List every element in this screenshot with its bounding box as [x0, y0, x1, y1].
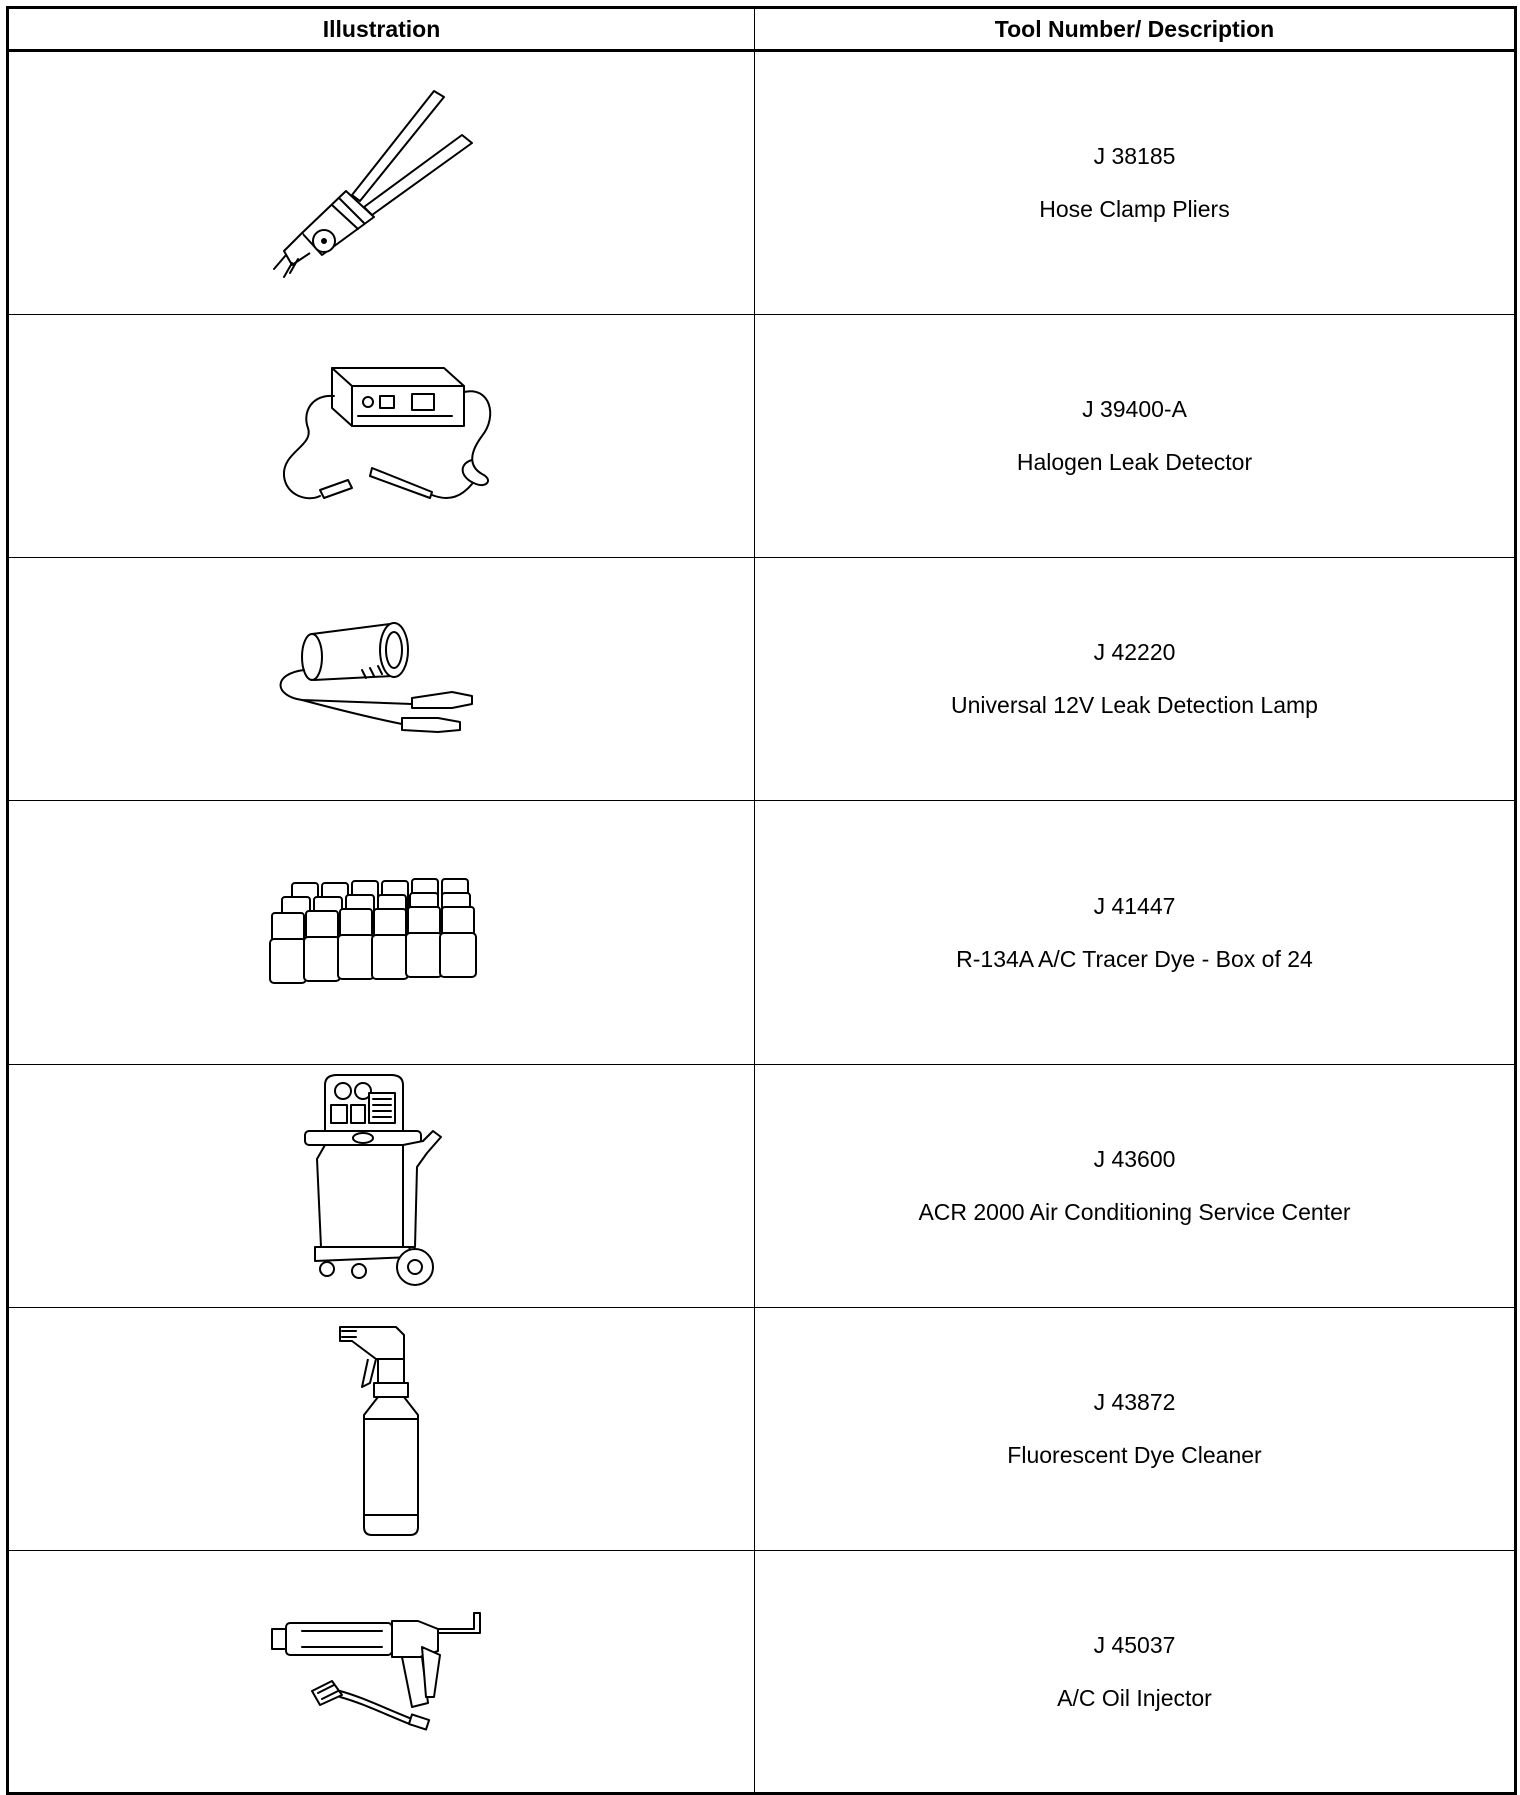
illustration-cell [8, 558, 755, 801]
tool-description-cell [755, 801, 1516, 1065]
tool-table [6, 6, 1517, 1795]
illustration-cell [8, 801, 755, 1065]
tool-description-cell [755, 51, 1516, 315]
header-row [8, 8, 1516, 51]
tool-description: ACR 2000 Air Conditioning Service Center [918, 1199, 1351, 1225]
spray-bottle-icon [322, 1319, 442, 1539]
tool-description: A/C Oil Injector [1057, 1684, 1212, 1711]
tool-number: J 43872 [1093, 1389, 1176, 1415]
tool-description-cell [755, 1065, 1516, 1308]
tool-number: J 43600 [1093, 1146, 1176, 1172]
illustration-header: Illustration [8, 8, 755, 51]
tool-description-header: Tool Number/ Description [755, 8, 1516, 51]
tool-description: Fluorescent Dye Cleaner [1007, 1442, 1262, 1468]
tool-description-cell [755, 315, 1516, 558]
tool-number: J 38185 [1093, 143, 1176, 169]
table-row [8, 1308, 1516, 1551]
tool-description-cell [755, 1551, 1516, 1794]
tool-number: J 42220 [1093, 639, 1176, 665]
tool-description: Hose Clamp Pliers [1039, 196, 1230, 222]
tool-description-cell [755, 558, 1516, 801]
illustration-cell [8, 315, 755, 558]
halogen-leak-detector-icon [262, 356, 502, 516]
oil-injector-icon [262, 1607, 502, 1737]
hose-clamp-pliers-icon [262, 83, 502, 283]
table-row [8, 1065, 1516, 1308]
leak-detection-lamp-icon [262, 614, 502, 744]
illustration-cell [8, 1551, 755, 1794]
tool-number: J 41447 [1093, 892, 1176, 919]
tool-description: Universal 12V Leak Detection Lamp [951, 692, 1318, 718]
tool-number: J 45037 [1093, 1631, 1176, 1658]
illustration-cell [8, 51, 755, 315]
table-row [8, 51, 1516, 315]
table-row [8, 1551, 1516, 1794]
table-row [8, 315, 1516, 558]
table-row [8, 558, 1516, 801]
illustration-cell [8, 1065, 755, 1308]
tool-description-cell [755, 1308, 1516, 1551]
tool-description: Halogen Leak Detector [1016, 449, 1253, 475]
tool-number: J 39400-A [1082, 396, 1187, 422]
table-row [8, 801, 1516, 1065]
tool-description: R-134A A/C Tracer Dye - Box of 24 [956, 945, 1313, 972]
illustration-cell [8, 1308, 755, 1551]
tracer-dye-bottles-icon [262, 873, 502, 993]
service-center-cart-icon [297, 1071, 467, 1301]
